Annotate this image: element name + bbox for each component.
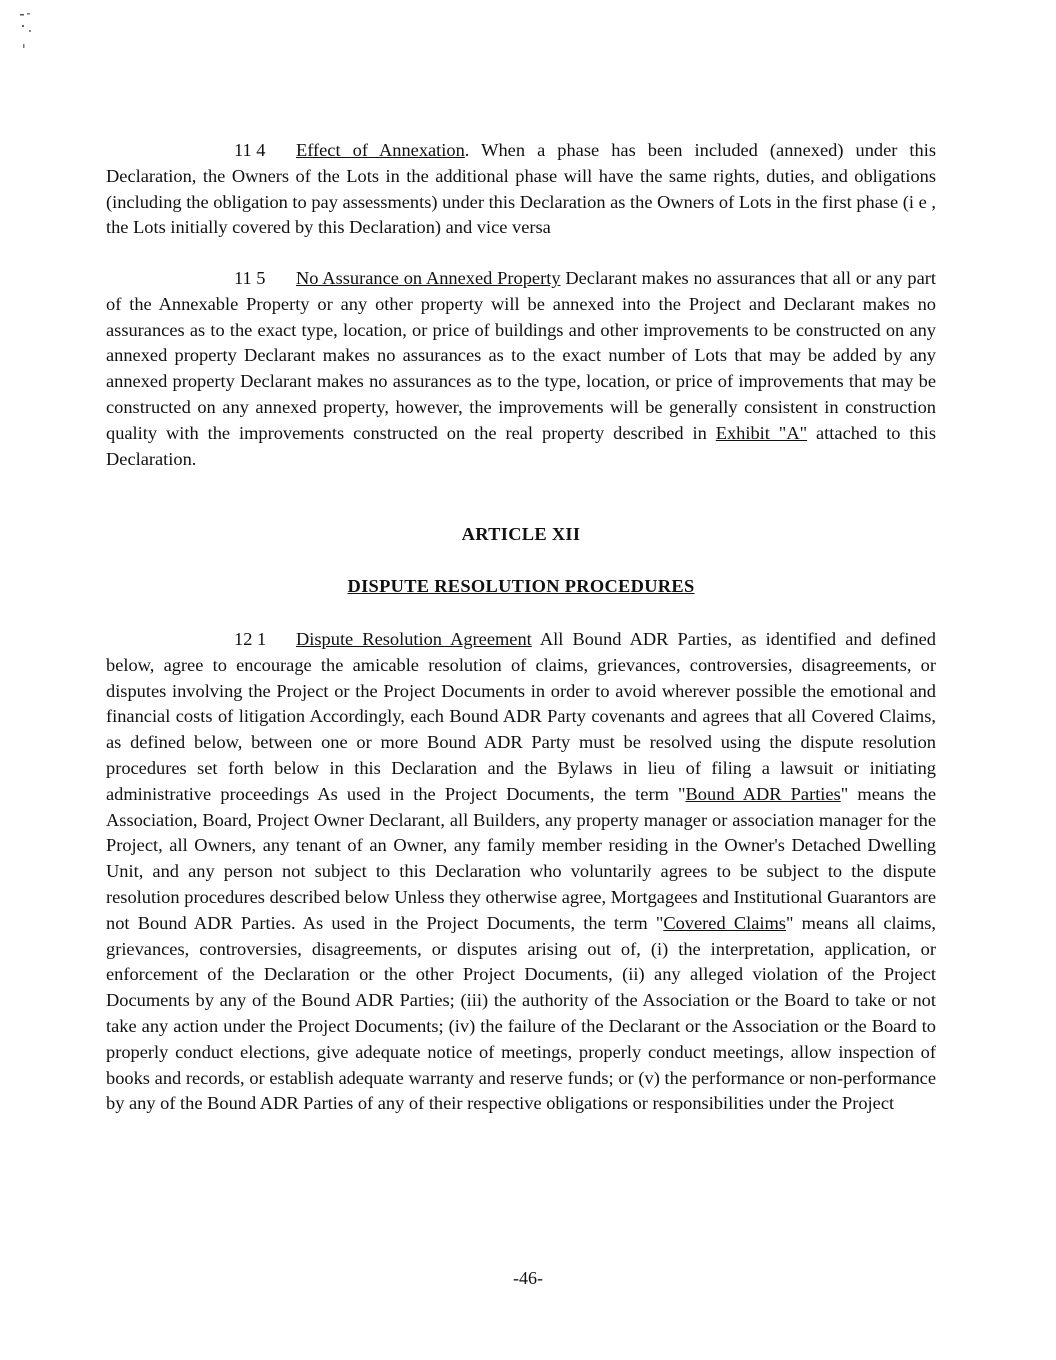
section-12-1 xyxy=(106,627,936,1117)
defined-term-bound-adr-parties: Bound ADR Parties xyxy=(685,783,841,804)
scan-speck-mark xyxy=(18,10,42,54)
section-body: All Bound ADR Parties, as identified and defined below, agree to encourage the amicable resolution of claims, grievances, controversies, disagreements, or disputes involving the Project or the Project Documents in order to avoid wherever possible the emotional and financial costs of litigation Accordingly, each Bound ADR Party covenants and agrees that all Covered Claims, as defined below, between one or more Bound ADR Party must be resolved using the dispute resolution procedures set forth below in this Declaration and the Bylaws in lieu of filing a lawsuit or initiating administrative proceedings As used in the Project Documents, the term " xyxy=(106,629,936,804)
section-number: 11 4 xyxy=(234,140,266,160)
page-number: -46- xyxy=(513,1268,543,1288)
exhibit-reference: Exhibit "A" xyxy=(715,422,808,443)
section-number: 12 1 xyxy=(234,629,267,649)
section-heading: No Assurance on Annexed Property xyxy=(296,268,561,288)
section-11-4 xyxy=(106,138,936,241)
section-body-end: attached to this Declaration. xyxy=(106,422,936,469)
section-heading: Effect of Annexation xyxy=(296,140,465,160)
article-title: ARTICLE XII xyxy=(461,524,581,544)
section-11-5 xyxy=(106,266,936,472)
section-number: 11 5 xyxy=(234,268,266,288)
section-body-cont: " means the Association, Board, Project Owner Declarant, all Builders, any property manager or association manager for the Project, all Owners, any tenant of an Owner, any family member residing in the Owner's Detached Dwelling Unit, and any person not subject to this Declaration who voluntarily agrees to be subject to the dispute resolution procedures described below Unless they otherwise agree, Mortgagees and Institutional Guarantors are not Bound ADR Parties. As used in the Project Documents, the term " xyxy=(106,783,936,933)
article-subtitle: DISPUTE RESOLUTION PROCEDURES xyxy=(347,576,695,596)
section-heading: Dispute Resolution Agreement xyxy=(296,629,532,649)
defined-term-covered-claims: Covered Claims xyxy=(663,912,786,933)
section-body: . When a phase has been included (annexed) under this Declaration, the Owners of the Lots in the additional phase will have the same rights, duties, and obligations (including the obligation to pay assessments) under this Declaration as the Owners of Lots in the first phase (i e , the Lots initially covered by this Declaration) and vice versa xyxy=(106,140,936,238)
section-body: Declarant makes no assurances that all or any part of the Annexable Property or any other property will be annexed into the Project and Declarant makes no assurances as to the exact type, location, or price of buildings and other improvements to be constructed on any annexed property Declarant makes no assurances as to the exact number of Lots that may be added by any annexed property Declarant makes no assurances as to the type, location, or price of improvements that may be constructed on any annexed property, however, the improvements will be generally consistent in construction quality with the improvements constructed on the real property described in xyxy=(106,268,936,443)
section-body-end: " means all claims, grievances, controversies, disagreements, or disputes arising out of, (i) the interpretation, application, or enforcement of the Declaration or the other Project Documents, (ii) any alleged violation of the Project Documents by any of the Bound ADR Parties; (iii) the authority of the Association or the Board to take or not take any action under the Project Documents; (iv) the failure of the Declarant or the Association or the Board to properly conduct elections, give adequate notice of meetings, properly conduct meetings, allow inspection of books and records, or establish adequate warranty and reserve funds; or (v) the performance or non-performance by any of the Bound ADR Parties of any of their respective obligations or responsibilities under the Project xyxy=(106,912,936,1114)
